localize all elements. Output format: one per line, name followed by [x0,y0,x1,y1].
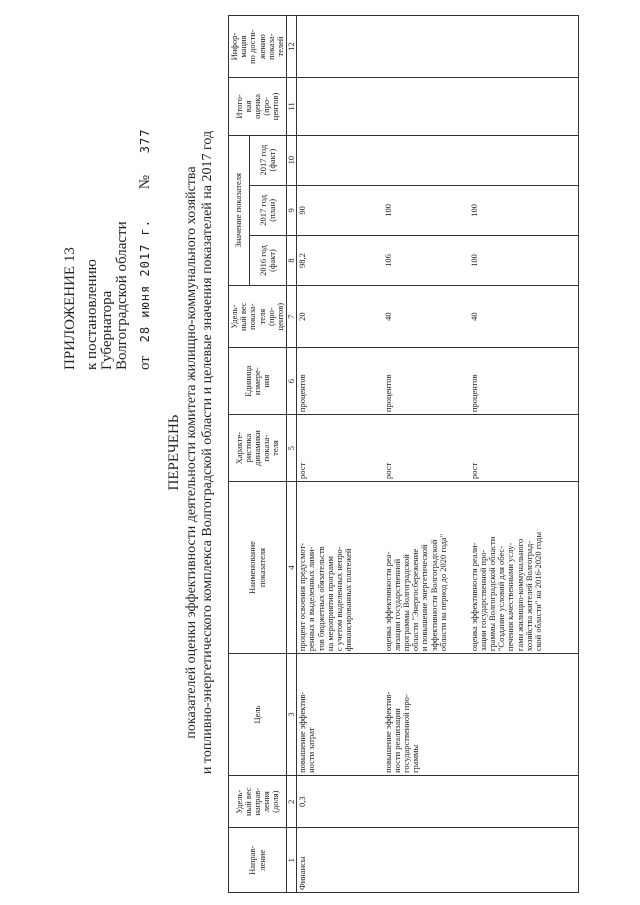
direction-weight-cell [469,775,579,828]
resolution-date: 28 июня 2017 г. [138,219,152,343]
table-row [469,16,579,893]
direction-weight-cell [383,775,469,828]
column-number: 7 [287,286,297,348]
weight-cell: 40 [383,286,469,348]
goal-cell [469,654,579,776]
to-resolution-label: к постановлению [84,259,100,370]
header-indicator-name: Наименование показателя [229,482,287,654]
dynamics-cell: рост [469,415,579,482]
header-direction: Направ- ление [229,828,287,893]
value-2016-cell: 106 [383,235,469,285]
weight-cell: 40 [469,286,579,348]
direction-cell: Финансы [297,828,383,893]
info-cell [469,16,579,78]
column-number: 8 [287,235,297,285]
header-unit: Единица измере- ния [229,348,287,415]
header-row [229,16,250,893]
resolution-date-line [137,129,154,370]
document-subtitle-line2: и топливно-энергетического комплекса Волгоградской области и целевые значения показателей на 2017 год [200,130,215,775]
direction-cell [383,828,469,893]
annex-label: ПРИЛОЖЕНИЕ 13 [62,247,78,370]
header-total: Итого- вая оценка (про- центов) [229,78,287,135]
unit-cell: процентов [297,348,383,415]
column-number: 12 [287,16,297,78]
dynamics-cell: рост [297,415,383,482]
header-goal: Цель [229,654,287,776]
goal-cell: повышение эффектив- ности реализации государственной про- граммы [383,654,469,776]
value-2017-fact-cell [469,135,579,185]
unit-cell: процентов [469,348,579,415]
indicators-table [228,15,579,893]
value-2017-fact-cell [297,135,383,185]
column-number: 4 [287,482,297,654]
info-cell [383,16,469,78]
direction-weight-cell: 0,3 [297,775,383,828]
header-2017-plan: 2017 год (план) [250,185,287,235]
value-2017-plan-cell: 100 [469,185,579,235]
column-number: 10 [287,135,297,185]
region-label: Волгоградской области [114,221,130,370]
total-cell [383,78,469,135]
total-cell [469,78,579,135]
weight-cell: 20 [297,286,383,348]
total-cell [297,78,383,135]
dynamics-cell: рост [383,415,469,482]
column-number-row [287,16,297,893]
date-prefix: от [137,356,153,370]
column-number: 3 [287,654,297,776]
value-2017-plan-cell: 100 [383,185,469,235]
indicator-cell: оценка эффективности реали- зации государственной про- граммы Волгоградской области "Создание условий для обес- печения качественными услу- гами жилищно-коммунального хозяйства жителей Волгоград- ской области" на 2016-2020 годы [469,482,579,654]
header-values-group: Значение показателя [229,135,250,286]
governor-label: Губернатора [99,290,115,370]
header-2016-fact: 2016 год (факт) [250,235,287,285]
column-number: 1 [287,828,297,893]
column-number: 6 [287,348,297,415]
direction-cell [469,828,579,893]
value-2016-cell: 98,2 [297,235,383,285]
column-number: 9 [287,185,297,235]
header-info: Инфор- мация по дости- жению показа- телей [229,16,287,78]
column-number: 5 [287,415,297,482]
indicator-cell: оценка эффективности реа- лизации государственной программы Волгоградской области "Энергосбережение и повышение энергетической эффективности Волгоградской области на период до 2020 года" [383,482,469,654]
indicator-cell: процент освоения предусмот- ренных и выделенных лими- тов бюджетных обязательств на мероприятия программ с учетом выделенных непро- финансированных платежей [297,482,383,654]
table-row [383,16,469,893]
header-direction-weight: Удель- ный вес направ- ления (доля) [229,775,287,828]
number-sign: № [137,174,153,190]
column-number: 11 [287,78,297,135]
value-2017-fact-cell [383,135,469,185]
header-2017-fact: 2017 год (факт) [250,135,287,185]
column-number: 2 [287,775,297,828]
value-2016-cell: 100 [469,235,579,285]
document-subtitle-line1: показателей оценки эффективности деятельности комитета жилищно-коммунального хозяйства [184,166,199,739]
unit-cell: процентов [383,348,469,415]
document-title: ПЕРЕЧЕНЬ [166,414,182,491]
value-2017-plan-cell: 90 [297,185,383,235]
header-indicator-weight: Удель- ный вес показа- теля (про- центов) [229,286,287,348]
goal-cell: повышение эффектив- ности затрат [297,654,383,776]
info-cell [297,16,383,78]
resolution-number: 377 [138,128,152,154]
header-dynamics: Характе- ристика динамики показа- теля [229,415,287,482]
table-row [297,16,383,893]
